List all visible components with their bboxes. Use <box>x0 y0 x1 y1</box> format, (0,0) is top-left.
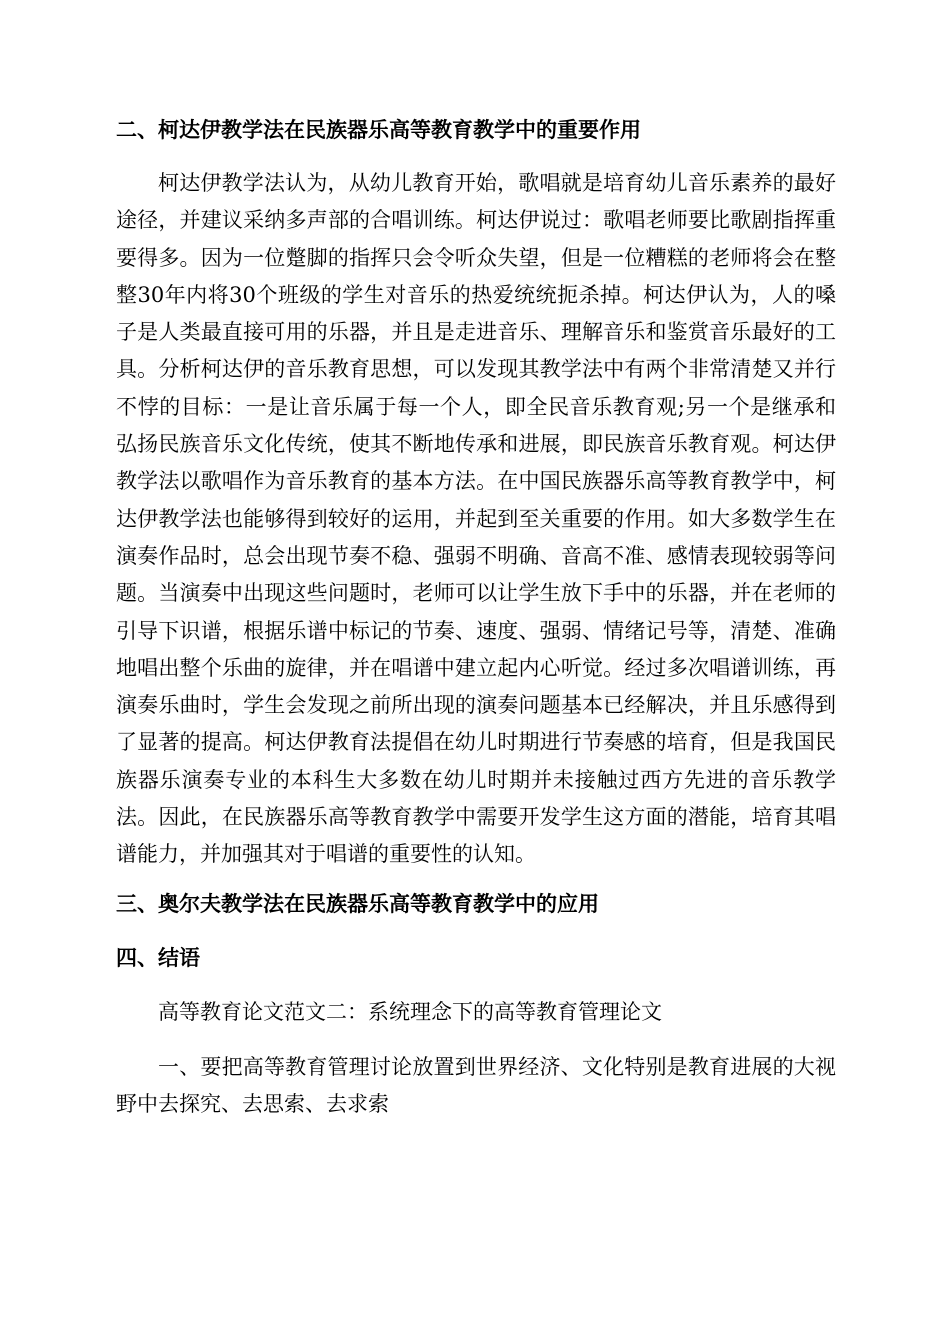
body-paragraph-management: 一、要把高等教育管理讨论放置到世界经济、文化特别是教育进展的大视野中去探究、去思索、去求索 <box>116 1054 836 1117</box>
body-paragraph-kodaly: 柯达伊教学法认为，从幼儿教育开始，歌唱就是培育幼儿音乐素养的最好途径，并建议采纳多声部的合唱训练。柯达伊说过：歌唱老师要比歌剧指挥重要得多。因为一位蹩脚的指挥只会令听众失望，但是一位糟糕的老师将会在整整30年内将30个班级的学生对音乐的热爱统统扼杀掉。柯达伊认为，人的嗓子是人类最直接可用的乐器，并且是走进音乐、理解音乐和鉴赏音乐最好的工具。分析柯达伊的音乐教育思想，可以发现其教学法中有两个非常清楚又并行不悖的目标：一是让音乐属于每一个人，即全民音乐教育观;另一个是继承和弘扬民族音乐文化传统，使其不断地传承和进展，即民族音乐教育观。柯达伊教学法以歌唱作为音乐教育的基本方法。在中国民族器乐高等教育教学中，柯达伊教学法也能够得到较好的运用，并起到至关重要的作用。如大多数学生在演奏作品时，总会出现节奏不稳、强弱不明确、音高不准、感情表现较弱等问题。当演奏中出现这些问题时，老师可以让学生放下手中的乐器，并在老师的引导下识谱，根据乐谱中标记的节奏、速度、强弱、情绪记号等，清楚、准确地唱出整个乐曲的旋律，并在唱谱中建立起内心听觉。经过多次唱谱训练，再演奏乐曲时，学生会发现之前所出现的演奏问题基本已经解决，并且乐感得到了显著的提高。柯达伊教育法提倡在幼儿时期进行节奏感的培育，但是我国民族器乐演奏专业的本科生大多数在幼儿时期并未接触过西方先进的音乐教学法。因此，在民族器乐高等教育教学中需要开发学生这方面的潜能，培育其唱谱能力，并加强其对于唱谱的重要性的认知。 <box>116 171 836 867</box>
section-heading-2: 二、柯达伊教学法在民族器乐高等教育教学中的重要作用 <box>116 118 641 142</box>
article-title-line: 高等教育论文范文二：系统理念下的高等教育管理论文 <box>158 999 662 1024</box>
section-heading-3: 三、奥尔夫教学法在民族器乐高等教育教学中的应用 <box>116 891 599 916</box>
document-page <box>116 112 836 1124</box>
section-heading-4: 四、结语 <box>116 945 200 970</box>
